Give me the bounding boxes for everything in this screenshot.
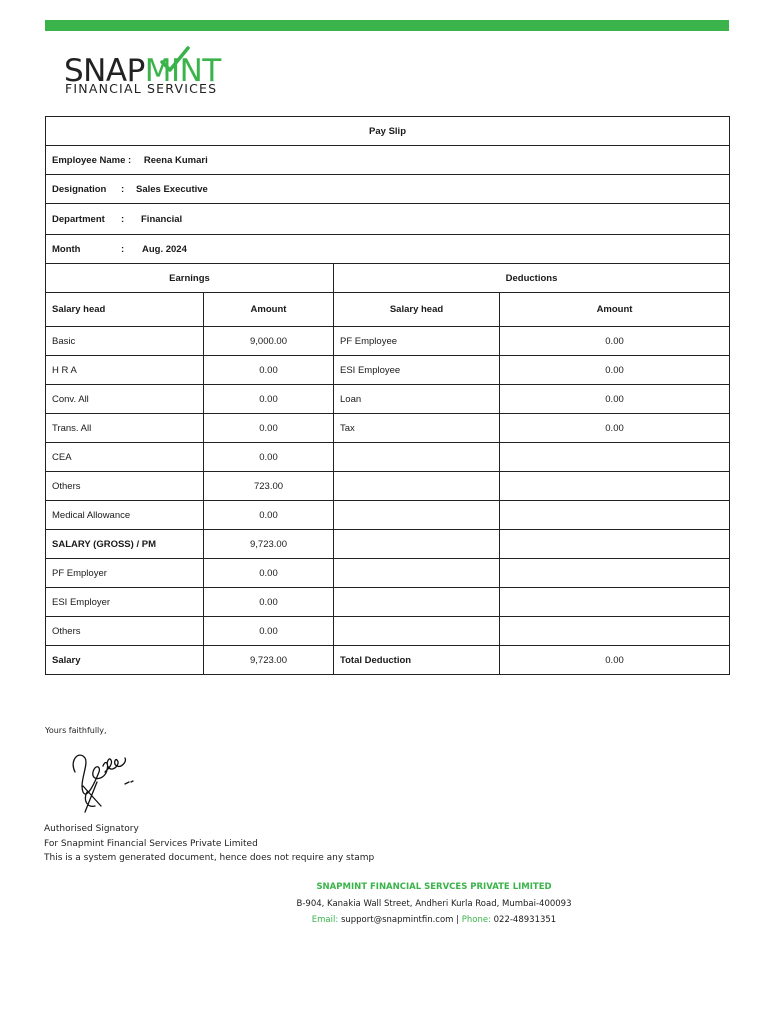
earning-amount-cell: 0.00 [204, 356, 334, 385]
earning-amount-cell: 0.00 [204, 414, 334, 443]
company-address: B-904, Kanakia Wall Street, Andheri Kurla Road, Mumbai-400093 [296, 898, 572, 909]
closing-text: Yours faithfully, [45, 726, 107, 735]
logo-suffix: MINT [144, 53, 221, 89]
earnings-amount-header: Amount [204, 293, 334, 327]
salary-label: Salary [46, 646, 204, 675]
contact-separator: | [456, 915, 460, 925]
month-colon: : [121, 243, 125, 255]
deduction-head-cell [334, 617, 500, 646]
deductions-header: Deductions [334, 264, 730, 293]
deduction-amount-cell [500, 472, 730, 501]
deduction-head-cell [334, 530, 500, 559]
deduction-amount-cell: 0.00 [500, 385, 730, 414]
earning-amount-cell: 9,000.00 [204, 327, 334, 356]
logo-prefix: SNAP [64, 53, 145, 89]
earning-head-cell: Conv. All [46, 385, 204, 414]
phone-label: Phone: [461, 915, 491, 925]
deduction-head-cell [334, 501, 500, 530]
table-row [46, 327, 730, 356]
system-generated-note: This is a system generated document, hence does not require any stamp [44, 853, 375, 863]
pay-slip-table [45, 116, 730, 675]
department-row [46, 204, 730, 235]
earnings-header: Earnings [46, 264, 334, 293]
deduction-amount-cell: 0.00 [500, 327, 730, 356]
deduction-head-cell [334, 443, 500, 472]
table-row [46, 356, 730, 385]
company-footer [0, 879, 768, 929]
deduction-head-cell [334, 559, 500, 588]
deduction-amount-cell [500, 588, 730, 617]
earning-head-cell: Others [46, 617, 204, 646]
table-row [46, 559, 730, 588]
designation-value: Sales Executive [136, 183, 208, 195]
deductions-salary-head-header: Salary head [334, 293, 500, 327]
designation-label: Designation [52, 183, 107, 195]
authorised-signatory-text: Authorised Signatory [44, 824, 139, 834]
deduction-amount-cell: 0.00 [500, 414, 730, 443]
logo-subtitle: FINANCIAL SERVICES [65, 81, 218, 96]
earning-head-cell: CEA [46, 443, 204, 472]
earning-head-cell: Others [46, 472, 204, 501]
top-accent-bar [45, 20, 729, 31]
earnings-salary-head-header: Salary head [46, 293, 204, 327]
department-colon: : [121, 213, 125, 225]
employee-name-value: Reena Kumari [143, 154, 208, 166]
month-label: Month [52, 243, 81, 255]
designation-row [46, 175, 730, 204]
email-link[interactable]: support@snapmintfin.com [340, 915, 454, 925]
earning-amount-cell: 0.00 [204, 443, 334, 472]
deduction-head-cell: ESI Employee [334, 356, 500, 385]
department-value: Financial [141, 213, 183, 225]
total-deduction-value: 0.00 [500, 646, 730, 675]
deduction-amount-cell: 0.00 [500, 356, 730, 385]
earning-amount-cell: 723.00 [204, 472, 334, 501]
salary-value: 9,723.00 [204, 646, 334, 675]
company-signatory-text: For Snapmint Financial Services Private Limited [44, 838, 258, 849]
designation-colon: : [121, 183, 125, 195]
deduction-head-cell: Tax [334, 414, 500, 443]
deduction-amount-cell [500, 617, 730, 646]
earning-head-cell: Medical Allowance [46, 501, 204, 530]
totals-row [46, 646, 730, 675]
earning-head-cell: H R A [46, 356, 204, 385]
deductions-amount-header: Amount [500, 293, 730, 327]
month-value: Aug. 2024 [142, 243, 187, 255]
table-row [46, 443, 730, 472]
pay-slip-title: Pay Slip [46, 117, 730, 146]
table-row [46, 385, 730, 414]
earning-amount-cell: 0.00 [204, 559, 334, 588]
earning-amount-cell: 0.00 [204, 617, 334, 646]
earning-head-cell: PF Employer [46, 559, 204, 588]
department-label: Department [52, 213, 105, 225]
month-row [46, 235, 730, 264]
table-row [46, 530, 730, 559]
earning-amount-cell: 0.00 [204, 588, 334, 617]
earning-head-cell: Basic [46, 327, 204, 356]
table-row [46, 501, 730, 530]
earning-head-cell: ESI Employer [46, 588, 204, 617]
table-row [46, 414, 730, 443]
deduction-head-cell: Loan [334, 385, 500, 414]
deduction-amount-cell [500, 501, 730, 530]
company-logo [64, 48, 264, 100]
deduction-amount-cell [500, 559, 730, 588]
handwritten-signature [65, 742, 145, 814]
earning-head-cell: SALARY (GROSS) / PM [46, 530, 204, 559]
earning-amount-cell: 9,723.00 [204, 530, 334, 559]
total-deduction-label: Total Deduction [334, 646, 500, 675]
table-row [46, 472, 730, 501]
deduction-amount-cell [500, 443, 730, 472]
table-row [46, 617, 730, 646]
deduction-head-cell [334, 472, 500, 501]
table-row [46, 588, 730, 617]
deduction-amount-cell [500, 530, 730, 559]
earning-amount-cell: 0.00 [204, 385, 334, 414]
company-name: SNAPMINT FINANCIAL SERVCES PRIVATE LIMITED [316, 882, 552, 892]
employee-name-row [46, 146, 730, 175]
signature-block [45, 726, 107, 735]
deduction-head-cell [334, 588, 500, 617]
earning-head-cell: Trans. All [46, 414, 204, 443]
employee-name-label: Employee Name : [52, 154, 132, 166]
email-label: Email: [311, 915, 339, 925]
phone-number: 022-48931351 [493, 915, 557, 925]
contact-line [100, 912, 768, 929]
signatory-notes [44, 822, 374, 866]
deduction-head-cell: PF Employee [334, 327, 500, 356]
earning-amount-cell: 0.00 [204, 501, 334, 530]
